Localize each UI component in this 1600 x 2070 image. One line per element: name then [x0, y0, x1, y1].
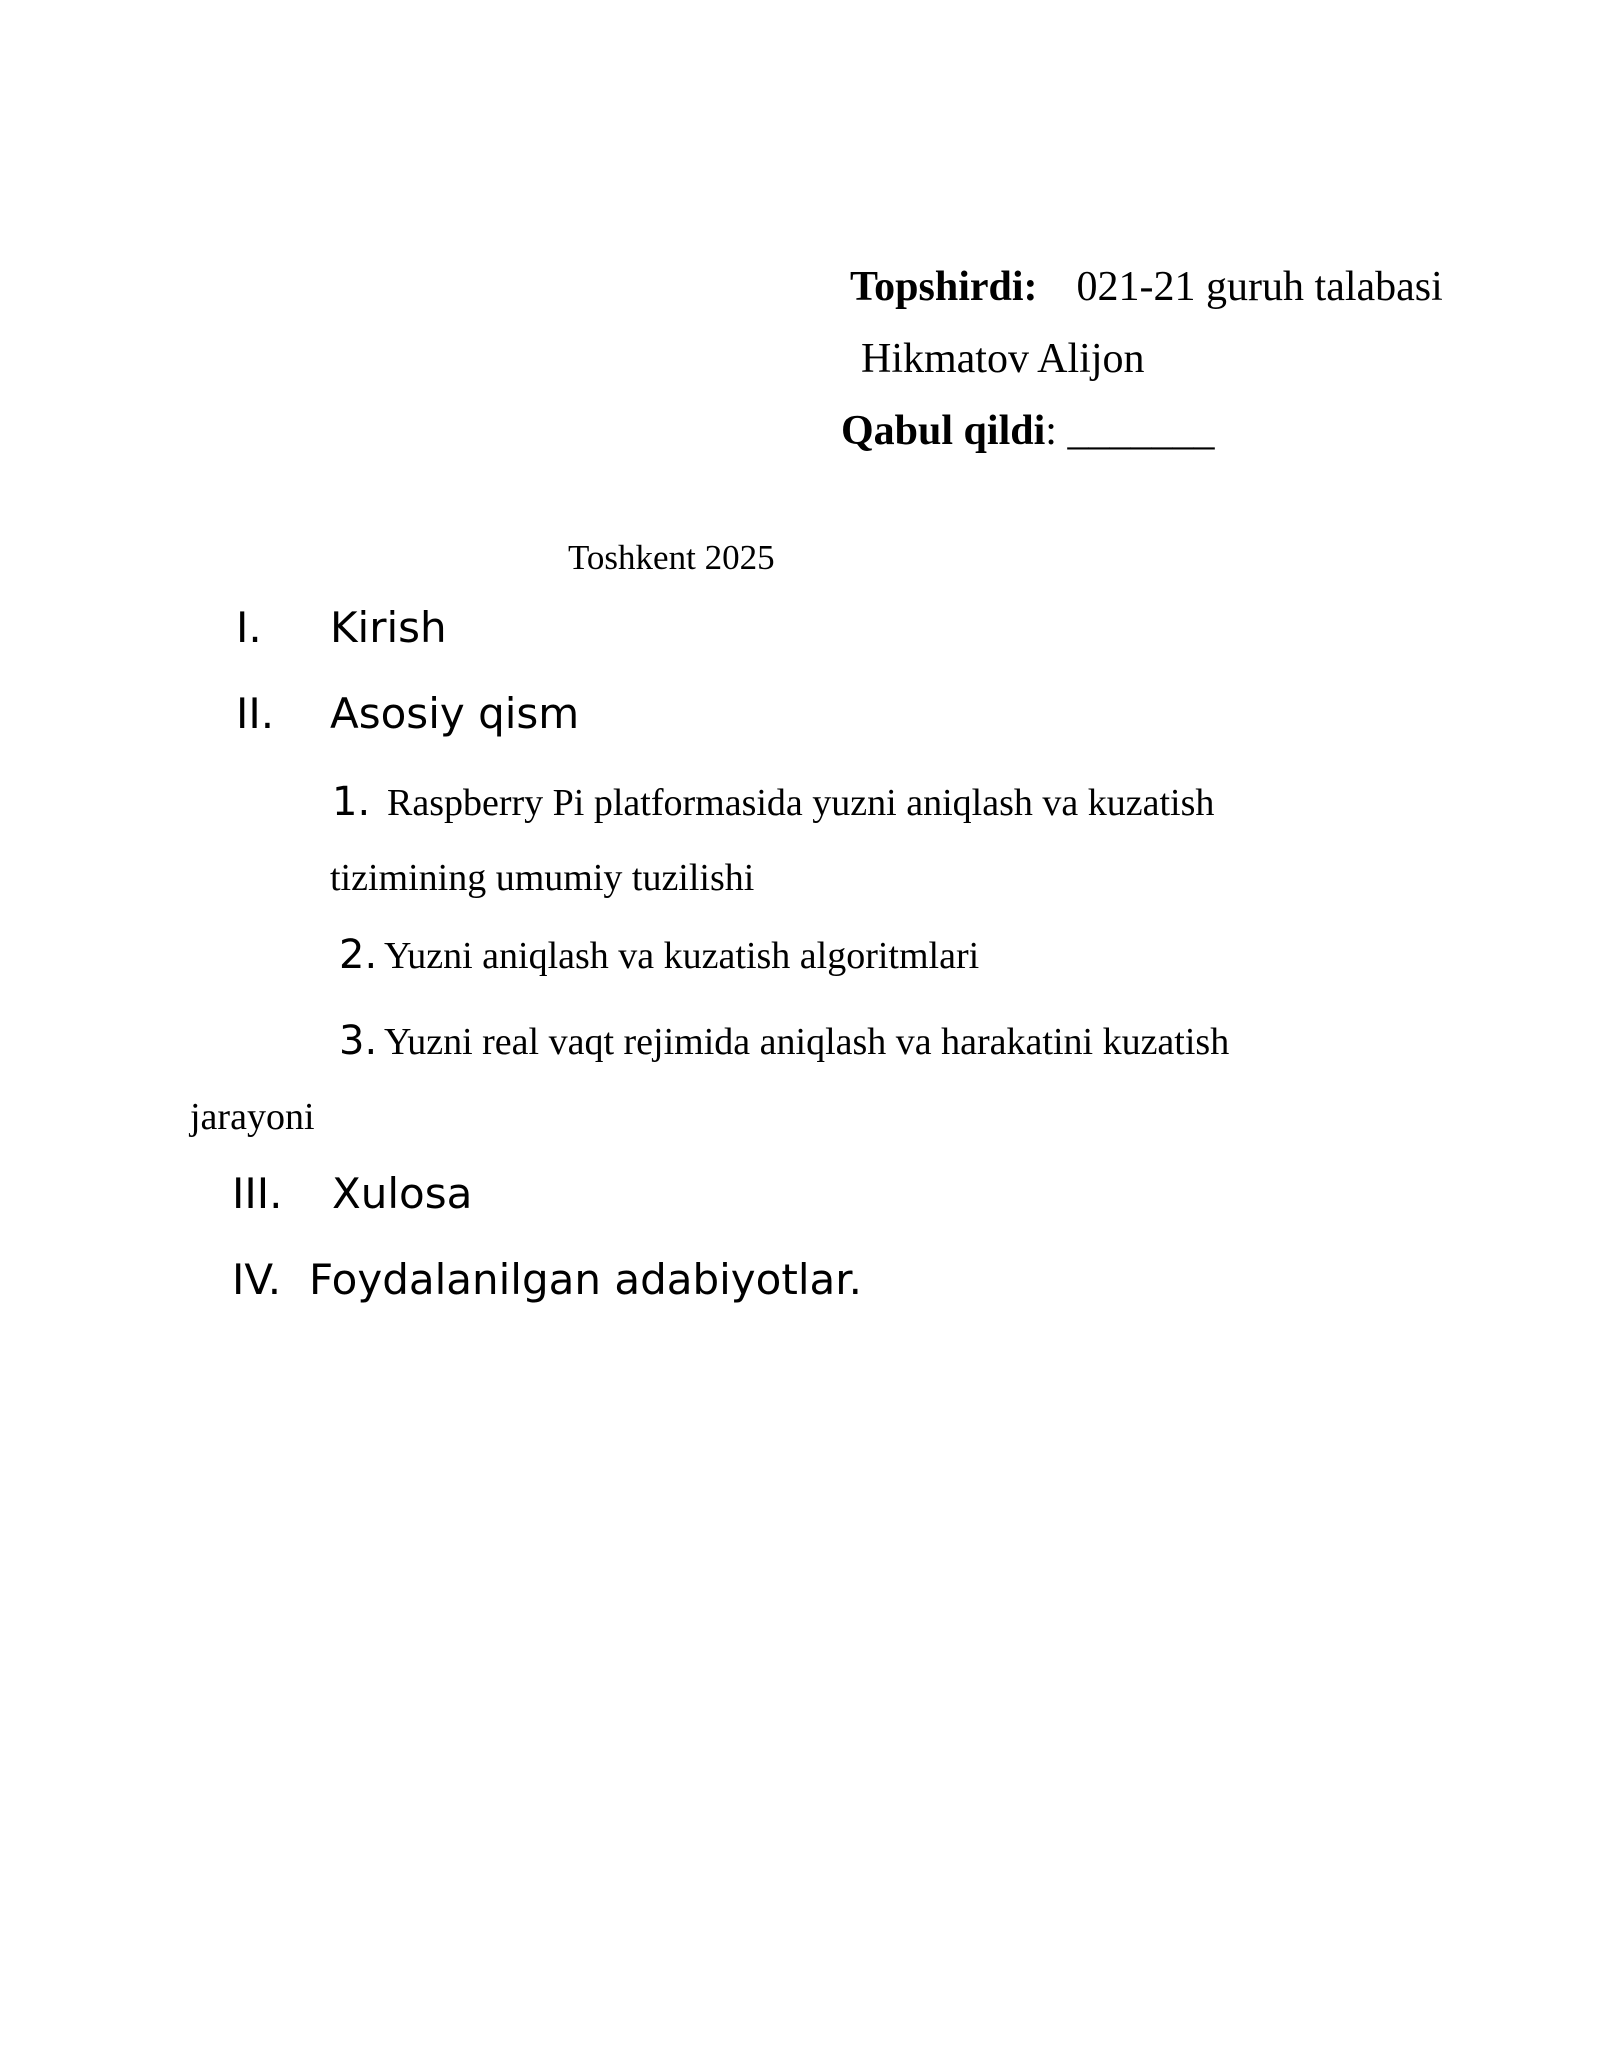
- student-name: Hikmatov Alijon: [861, 336, 1145, 382]
- toc-subitem-continuation: tizimining umumiy tuzilishi: [330, 857, 755, 899]
- accepted-separator: :: [1045, 408, 1057, 454]
- toc-item-label: Asosiy qism: [330, 689, 580, 738]
- toc-subitem-number: 3.: [339, 1018, 378, 1064]
- accepted-blank: _______: [1067, 408, 1215, 454]
- submitted-line: [850, 266, 1443, 308]
- toc-item-label: Kirish: [330, 603, 447, 652]
- toc-item-label: Xulosa: [332, 1169, 473, 1218]
- toc-item-number: III.: [232, 1169, 283, 1218]
- toc-item-number: II.: [236, 689, 275, 738]
- toc-item-label: Foydalanilgan adabiyotlar.: [309, 1255, 862, 1304]
- toc-subitem-number: 2.: [339, 932, 378, 978]
- submitted-value: 021-21 guruh talabasi: [1076, 264, 1443, 310]
- toc-item-number: I.: [236, 603, 262, 652]
- submitted-label: Topshirdi:: [850, 264, 1038, 310]
- toc-item-number: IV.: [232, 1255, 282, 1304]
- accepted-line: [841, 410, 1214, 452]
- toc-subitem-label: Raspberry Pi platformasida yuzni aniqlash va kuzatish: [387, 782, 1215, 824]
- city-year: Toshkent 2025: [568, 538, 775, 577]
- accepted-label: Qabul qildi: [841, 408, 1046, 454]
- toc-subitem-label: Yuzni aniqlash va kuzatish algoritmlari: [384, 935, 980, 977]
- toc-subitem-label: Yuzni real vaqt rejimida aniqlash va harakatini kuzatish: [384, 1021, 1230, 1063]
- toc-subitem-number: 1.: [332, 779, 371, 825]
- toc-subitem-continuation: jarayoni: [190, 1096, 315, 1138]
